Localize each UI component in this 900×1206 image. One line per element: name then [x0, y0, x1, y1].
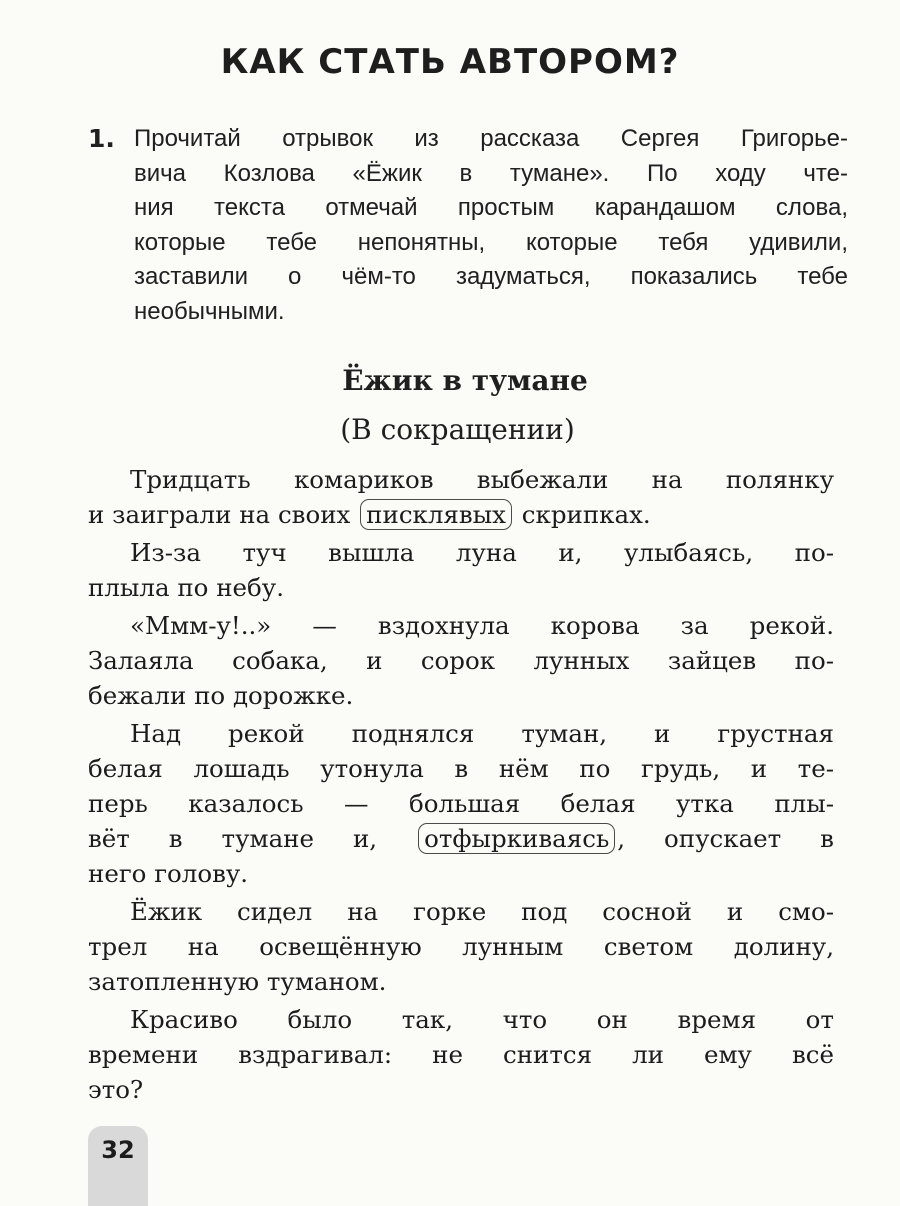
text-line: времени вздрагивал: не снится ли ему всё	[88, 1040, 834, 1069]
paragraph	[88, 894, 834, 999]
highlighted-word: отфыркиваясь	[418, 823, 615, 854]
story-title: Ёжик в тумане	[342, 364, 588, 397]
task-text-line: Прочитай отрывок из рассказа Сергея Григорье-	[134, 125, 848, 152]
paragraph	[88, 462, 834, 532]
text-line: Залаяла собака, и сорок лунных зайцев по-	[88, 646, 834, 675]
task-text-line: которые тебе непонятны, которые тебя удивили,	[134, 228, 848, 256]
text-line: Красиво было так, что он время от	[130, 1005, 834, 1034]
text-line: «Ммм-у!..» — вздохнула корова за рекой.	[130, 611, 834, 640]
text-line: затопленную туманом.	[88, 967, 387, 996]
text-line: белая лошадь утонула в нём по грудь, и те-	[88, 754, 834, 783]
text-fragment: вёт в тумане и,	[88, 824, 378, 853]
text-line: него голову.	[88, 859, 249, 888]
page-number: 32	[101, 1136, 135, 1164]
text-line: плыла по небу.	[88, 573, 284, 602]
highlighted-word: писклявых	[360, 499, 512, 530]
task-text-line: ния текста отмечай простым карандашом слова,	[134, 194, 848, 222]
text-fragment: и заиграли на своих	[88, 500, 351, 529]
paragraph	[88, 608, 834, 713]
text-line: это?	[88, 1075, 144, 1104]
paragraph	[88, 1002, 834, 1107]
paragraph	[88, 535, 834, 605]
text-line: трел на освещённую лунным светом долину,	[88, 932, 834, 961]
story-subtitle: (В сокращении)	[340, 413, 575, 446]
text-fragment: , опускает в	[617, 824, 834, 853]
text-line: Тридцать комариков выбежали на полянку	[130, 465, 834, 494]
text-line: Над рекой поднялся туман, и грустная	[130, 719, 834, 748]
task-1	[88, 122, 848, 330]
task-text-line: вича Козлова «Ёжик в тумане». По ходу чте-	[134, 159, 848, 187]
page-title: КАК СТАТЬ АВТОРОМ?	[220, 42, 680, 82]
text-line	[88, 497, 834, 532]
text-fragment: скрипках.	[521, 500, 651, 529]
paragraph	[88, 716, 834, 891]
task-text-line: заставили о чём-то задуматься, показались тебе	[134, 263, 848, 291]
text-line: бежали по дорожке.	[88, 681, 354, 710]
text-line: Ёжик сидел на горке под сосной и смо-	[130, 897, 834, 926]
task-number: 1.	[88, 124, 115, 153]
text-line: перь казалось — большая белая утка плы-	[88, 789, 834, 818]
text-line	[88, 821, 834, 856]
task-text-line: необычными.	[134, 297, 285, 325]
story-text	[88, 462, 834, 1110]
text-line: Из-за туч вышла луна и, улыбаясь, по-	[130, 538, 834, 567]
